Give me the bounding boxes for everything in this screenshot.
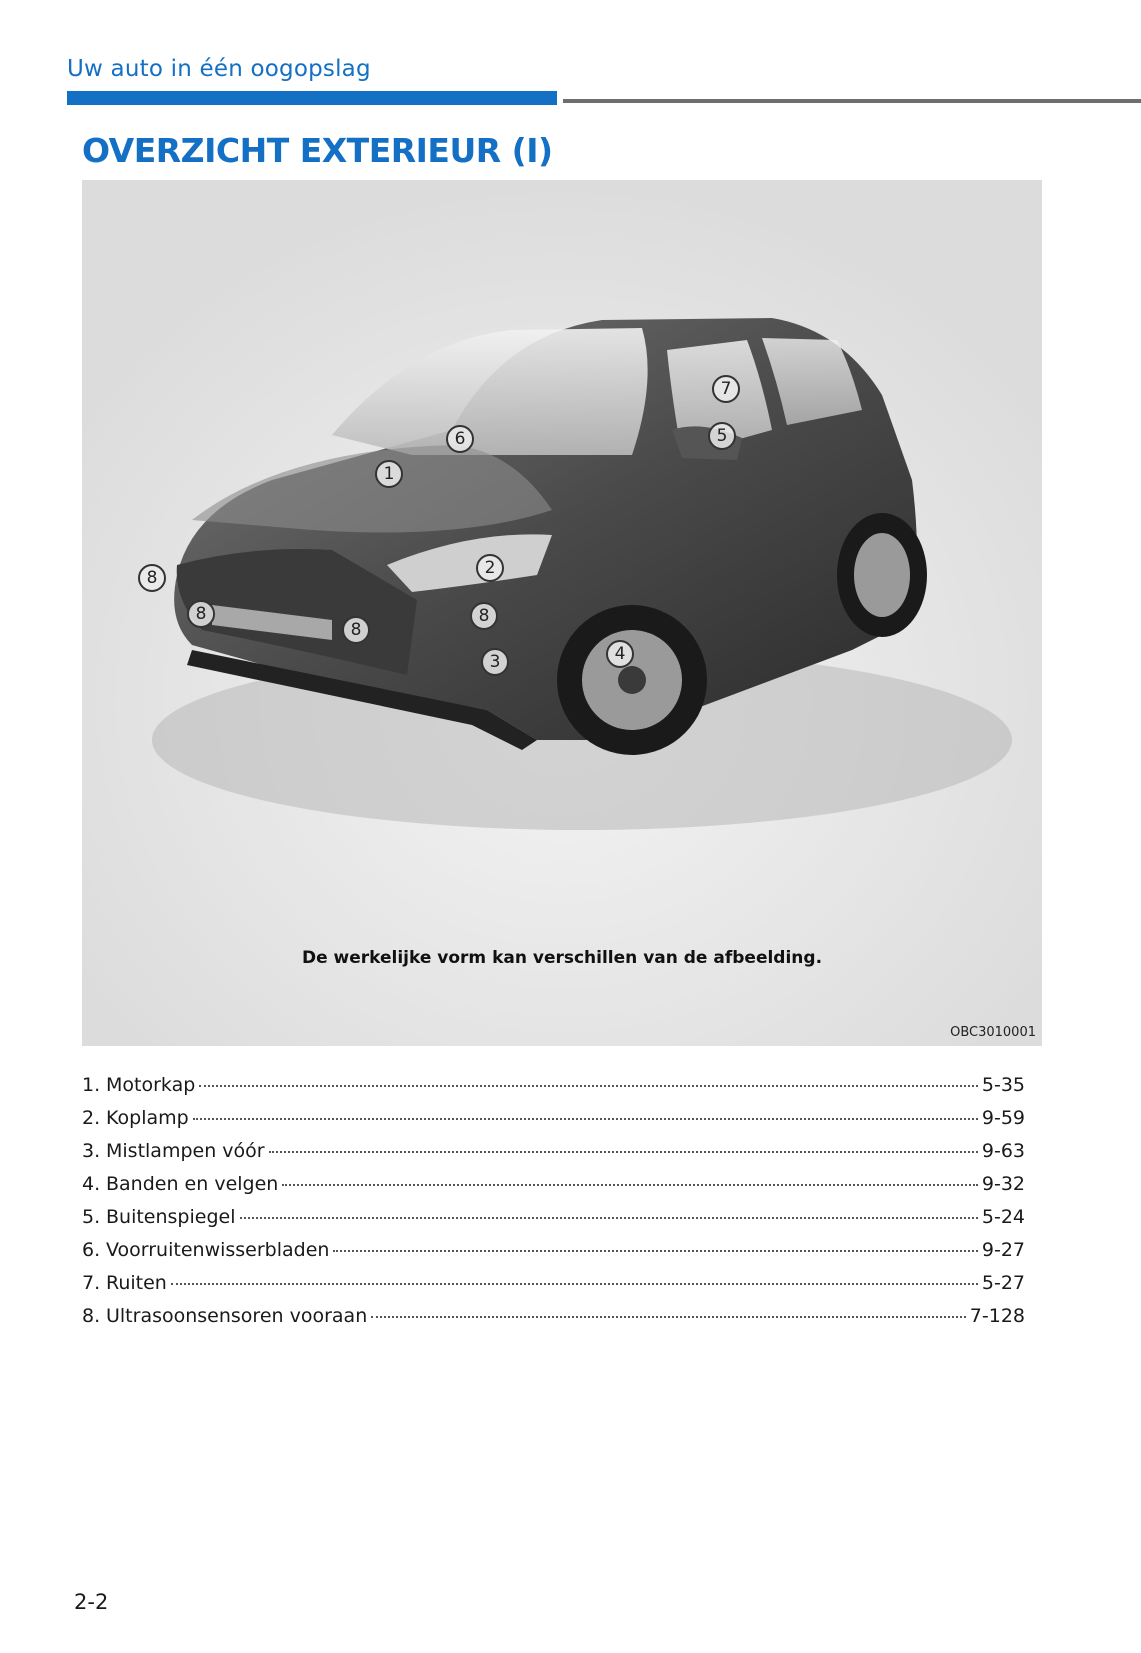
callout-6: 6 bbox=[446, 425, 474, 453]
callout-7: 7 bbox=[712, 375, 740, 403]
list-item: 3. Mistlampen vóór 9-63 bbox=[82, 1140, 1025, 1162]
callout-8-right: 8 bbox=[470, 602, 498, 630]
callout-2: 2 bbox=[476, 554, 504, 582]
list-item: 8. Ultrasoonsensoren vooraan 7-128 bbox=[82, 1305, 1025, 1327]
callout-8-center: 8 bbox=[342, 616, 370, 644]
list-item: 4. Banden en velgen 9-32 bbox=[82, 1173, 1025, 1195]
section-title: Uw auto in één oogopslag bbox=[67, 56, 371, 82]
component-list bbox=[82, 1074, 1025, 1338]
list-item: 2. Koplamp 9-59 bbox=[82, 1107, 1025, 1129]
header-bar-blue bbox=[67, 91, 557, 105]
figure-code: OBC3010001 bbox=[950, 1025, 1036, 1040]
page-heading: OVERZICHT EXTERIEUR (I) bbox=[82, 131, 553, 170]
page-number: 2-2 bbox=[74, 1590, 109, 1614]
callout-4: 4 bbox=[606, 640, 634, 668]
header-rule bbox=[563, 99, 1141, 103]
list-item: 1. Motorkap 5-35 bbox=[82, 1074, 1025, 1096]
callout-8-left: 8 bbox=[138, 564, 166, 592]
callout-5: 5 bbox=[708, 422, 736, 450]
callout-1: 1 bbox=[375, 460, 403, 488]
figure-note: De werkelijke vorm kan verschillen van de afbeelding. bbox=[301, 948, 823, 968]
list-item: 7. Ruiten 5-27 bbox=[82, 1272, 1025, 1294]
list-item: 6. Voorruitenwisserbladen 9-27 bbox=[82, 1239, 1025, 1261]
callout-8-grille: 8 bbox=[187, 600, 215, 628]
callout-3: 3 bbox=[481, 648, 509, 676]
exterior-figure bbox=[82, 180, 1042, 1046]
car-illustration bbox=[82, 180, 1042, 1046]
list-item: 5. Buitenspiegel 5-24 bbox=[82, 1206, 1025, 1228]
